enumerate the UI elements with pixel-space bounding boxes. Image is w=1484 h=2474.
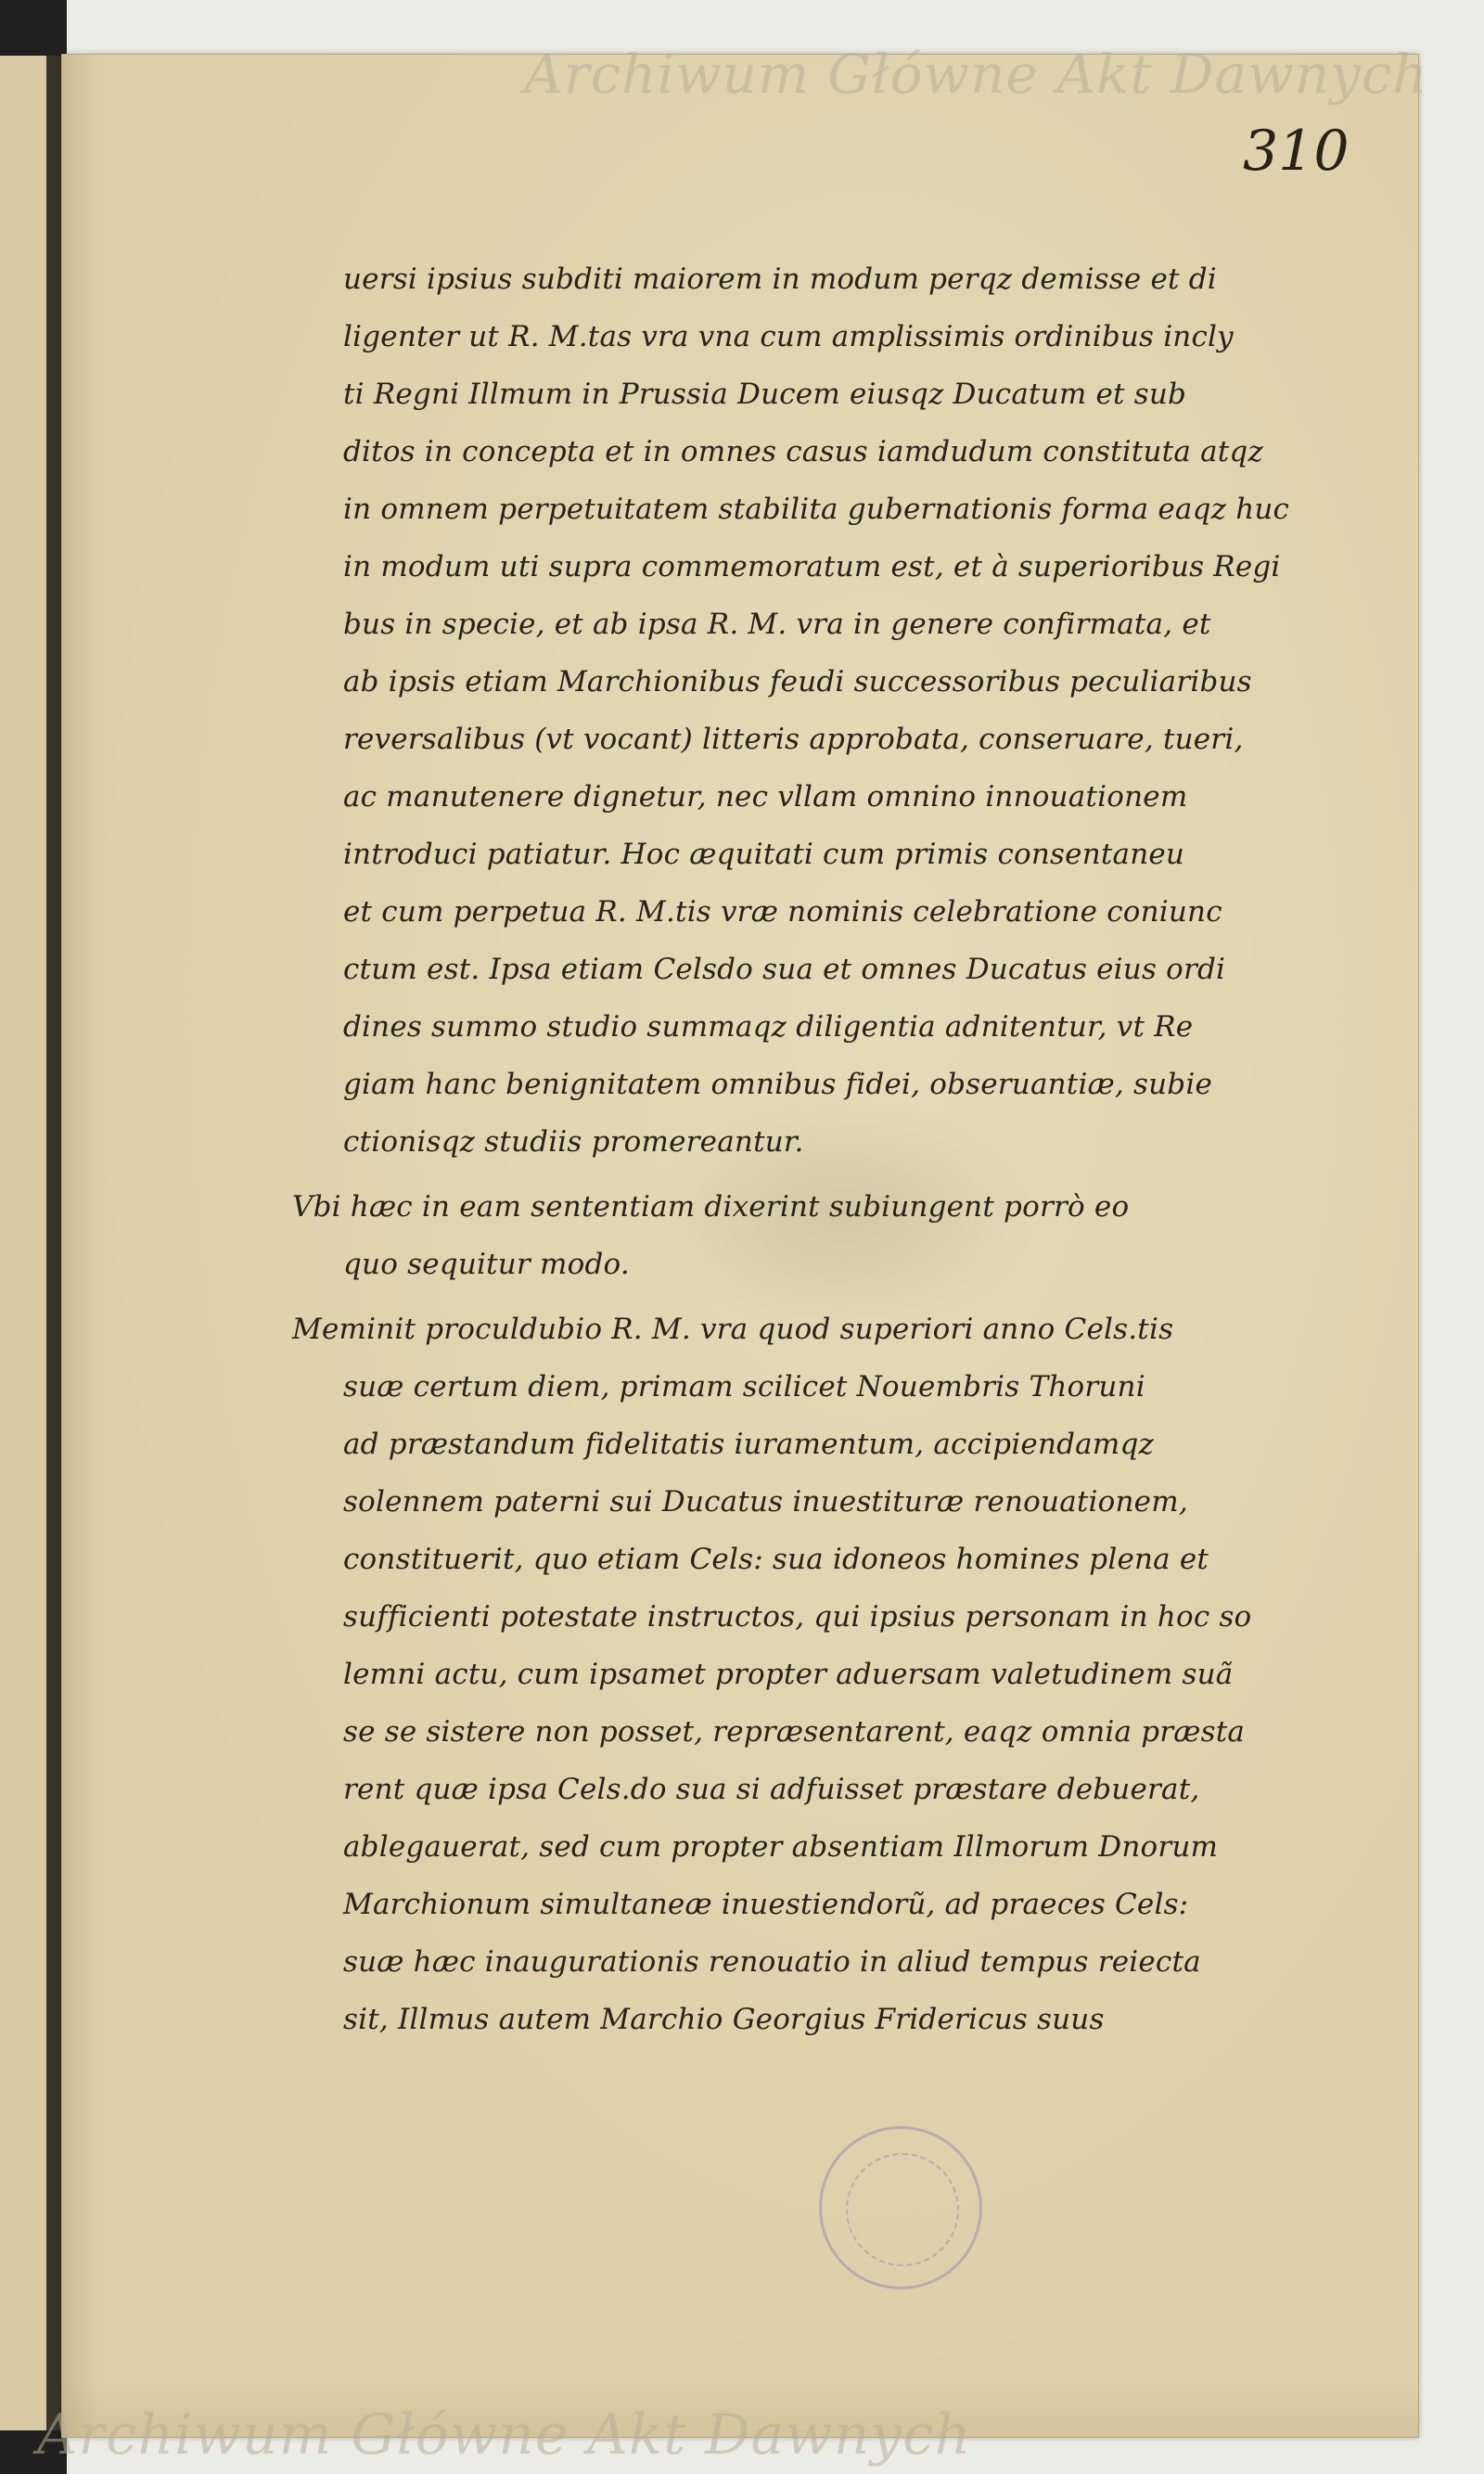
archive-watermark-top: Archiwum Główne Akt Dawnych bbox=[524, 43, 1428, 106]
text-line: reversalibus (vt vocant) litteris approbata, conseruare, tueri, bbox=[343, 723, 1244, 756]
text-line: se se sistere non posset, repræsentarent, eaqz omnia præsta bbox=[343, 1715, 1246, 1749]
text-line: Marchionum simultaneæ inuestiendorũ, ad praeces Cels: bbox=[343, 1888, 1189, 1921]
library-stamp bbox=[819, 2126, 982, 2289]
text-line: sit, Illmus autem Marchio Georgius Fridericus suus bbox=[343, 2003, 1105, 2036]
text-line: ac manutenere dignetur, nec vllam omnino innouationem bbox=[343, 780, 1188, 814]
text-line: Meminit proculdubio R. M. vra quod superiori anno Cels.tis bbox=[292, 1313, 1174, 1346]
text-line: ligenter ut R. M.tas vra vna cum amplissimis ordinibus incly bbox=[343, 320, 1234, 353]
text-line: giam hanc benignitatem omnibus fidei, obseruantiæ, subie bbox=[343, 1068, 1213, 1101]
text-line: ctum est. Ipsa etiam Celsdo sua et omnes Ducatus eius ordi bbox=[343, 953, 1226, 986]
text-line: ditos in concepta et in omnes casus iamdudum constituta atqz bbox=[343, 435, 1263, 468]
text-line: ti Regni Illmum in Prussia Ducem eiusqz Ducatum et sub bbox=[343, 378, 1187, 411]
text-line: suæ certum diem, primam scilicet Nouembris Thoruni bbox=[343, 1370, 1145, 1404]
text-line: solennem paterni sui Ducatus inuestituræ renouationem, bbox=[343, 1485, 1188, 1519]
facing-page-edge bbox=[0, 56, 48, 2430]
text-line: lemni actu, cum ipsamet propter aduersam valetudinem suã bbox=[343, 1658, 1234, 1691]
manuscript-text bbox=[292, 250, 1345, 2048]
text-line: introduci patiatur. Hoc æquitati cum primis consentaneu bbox=[343, 838, 1185, 871]
text-line: ctionisqz studiis promereantur. bbox=[343, 1125, 804, 1159]
text-line: sufficienti potestate instructos, qui ipsius personam in hoc so bbox=[343, 1600, 1252, 1634]
folio-number: 310 bbox=[1243, 119, 1350, 184]
text-line: dines summo studio summaqz diligentia adnitentur, vt Re bbox=[343, 1010, 1194, 1044]
text-line: in modum uti supra commemoratum est, et à superioribus Regi bbox=[343, 550, 1281, 583]
text-line: in omnem perpetuitatem stabilita gubernationis forma eaqz huc bbox=[343, 493, 1290, 526]
text-line: rent quæ ipsa Cels.do sua si adfuisset præstare debuerat, bbox=[343, 1773, 1200, 1806]
text-line: ad præstandum fidelitatis iuramentum, accipiendamqz bbox=[343, 1428, 1155, 1461]
text-line: ablegauerat, sed cum propter absentiam Illmorum Dnorum bbox=[343, 1830, 1219, 1864]
text-line: uersi ipsius subditi maiorem in modum perqz demisse et di bbox=[343, 263, 1217, 296]
text-line: Vbi hæc in eam sententiam dixerint subiungent porrò eo bbox=[292, 1190, 1130, 1224]
text-line: quo sequitur modo. bbox=[343, 1248, 630, 1281]
text-line: bus in specie, et ab ipsa R. M. vra in genere confirmata, et bbox=[343, 608, 1211, 641]
text-line: et cum perpetua R. M.tis vræ nominis celebratione coniunc bbox=[343, 895, 1222, 929]
text-line: suæ hæc inaugurationis renouatio in aliud tempus reiecta bbox=[343, 1945, 1201, 1979]
text-line: constituerit, quo etiam Cels: sua idoneos homines plena et bbox=[343, 1543, 1209, 1576]
text-line: ab ipsis etiam Marchionibus feudi successoribus peculiaribus bbox=[343, 665, 1252, 699]
archive-watermark-bottom: Archiwum Główne Akt Dawnych bbox=[37, 2403, 972, 2468]
